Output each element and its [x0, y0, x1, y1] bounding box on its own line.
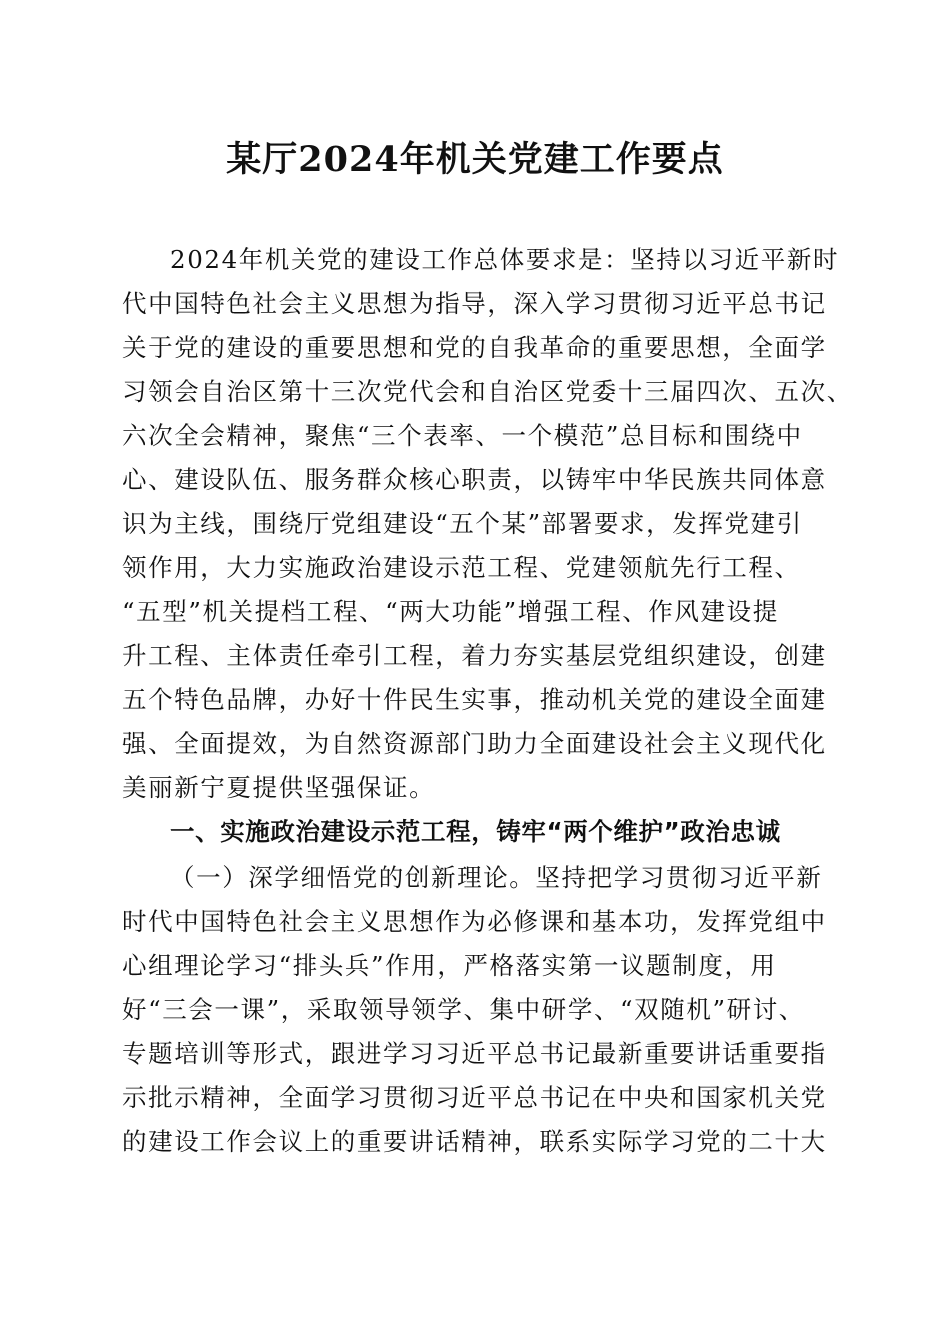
section-line: 好“三会一课”，采取领导领学、集中研学、“双随机”研讨、: [122, 995, 805, 1024]
intro-line: 升工程、主体责任牵引工程，着力夯实基层党组织建设，创建: [122, 641, 827, 670]
intro-line: 关于党的建设的重要思想和党的自我革命的重要思想，全面学: [122, 333, 827, 362]
section-line: 的建设工作会议上的重要讲话精神，联系实际学习党的二十大: [122, 1127, 827, 1156]
section-line: 时代中国特色社会主义思想作为必修课和基本功，发挥党组中: [122, 907, 827, 936]
section-line: 示批示精神，全面学习贯彻习近平总书记在中央和国家机关党: [122, 1083, 827, 1112]
intro-line: 美丽新宁夏提供坚强保证。: [122, 773, 436, 802]
intro-line: 心、建设队伍、服务群众核心职责，以铸牢中华民族共同体意: [122, 465, 827, 494]
intro-line: 六次全会精神，聚焦“三个表率、一个模范”总目标和围绕中: [122, 421, 803, 450]
section-line: （一）深学细悟党的创新理论。坚持把学习贯彻习近平新: [170, 863, 823, 892]
section-line: 专题培训等形式，跟进学习习近平总书记最新重要讲话重要指: [122, 1039, 827, 1068]
intro-line: 2024年机关党的建设工作总体要求是：坚持以习近平新时: [170, 245, 840, 274]
document-title: 某厅2024年机关党建工作要点: [226, 139, 724, 180]
section-line: 心组理论学习“排头兵”作用，严格落实第一议题制度，用: [122, 951, 777, 980]
intro-line: 五个特色品牌，办好十件民生实事，推动机关党的建设全面建: [122, 685, 827, 714]
intro-line: 强、全面提效，为自然资源部门助力全面建设社会主义现代化: [122, 729, 827, 758]
intro-line: 识为主线，围绕厅党组建设“五个某”部署要求，发挥党建引: [122, 509, 803, 538]
intro-line: 习领会自治区第十三次党代会和自治区党委十三届四次、五次、: [122, 377, 853, 406]
section-heading: 一、实施政治建设示范工程，铸牢“两个维护”政治忠诚: [170, 817, 781, 846]
intro-line: 代中国特色社会主义思想为指导，深入学习贯彻习近平总书记: [122, 289, 827, 318]
intro-line: “五型”机关提档工程、“两大功能”增强工程、作风建设提: [122, 597, 779, 626]
intro-line: 领作用，大力实施政治建设示范工程、党建领航先行工程、: [122, 553, 801, 582]
